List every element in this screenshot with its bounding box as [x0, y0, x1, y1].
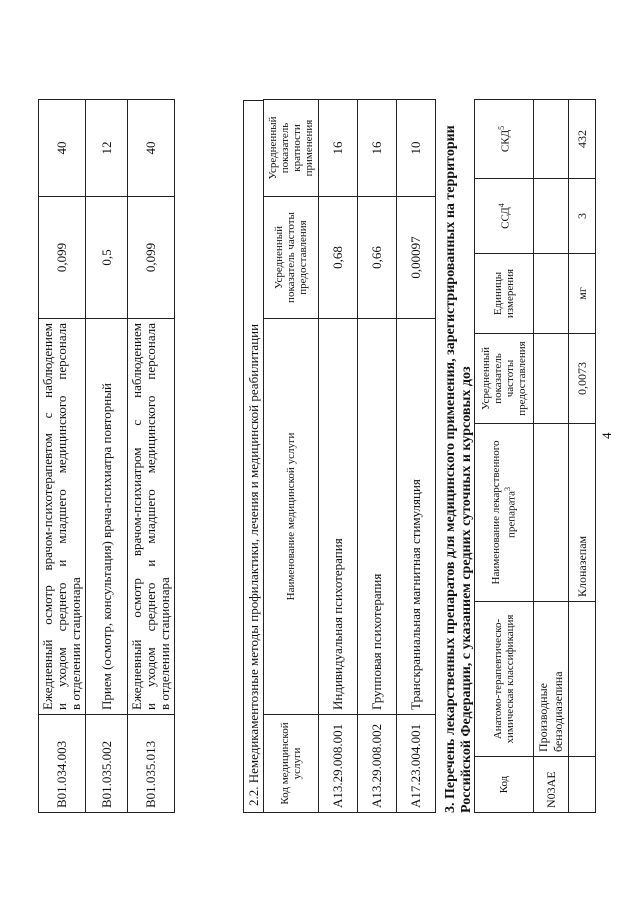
- footnote-ref: 3: [503, 487, 513, 492]
- multiplicity-value: 40: [128, 100, 175, 197]
- frequency-value: 0,099: [128, 197, 175, 319]
- service-code: B01.034.003: [39, 715, 86, 813]
- table-header-row: [475, 100, 534, 813]
- multiplicity-value: 40: [39, 100, 86, 197]
- unit-value: мг: [569, 254, 596, 334]
- footnote-ref: 5: [497, 125, 507, 130]
- header-unit: Единицы измерения: [475, 254, 534, 334]
- header-skd-text: СКД: [499, 129, 512, 153]
- section-3-heading-line: 3. Перечень лекарственных препаратов для медицинского применения, зарегистрированных на территории: [443, 125, 458, 813]
- service-code: A13.29.008.001: [319, 715, 358, 813]
- header-drug-name-text: Наименование лекарственного препарата: [490, 440, 518, 585]
- header-code: Код: [475, 757, 534, 813]
- service-name: [39, 319, 86, 715]
- header-frequency: Усредненный показатель частоты предоставления: [264, 197, 319, 319]
- drug-name: Клоназепам: [569, 424, 596, 602]
- ssd-value: 3: [569, 179, 596, 254]
- frequency-value: 0,5: [86, 197, 128, 319]
- service-name: [128, 319, 175, 715]
- table-row: [319, 100, 358, 813]
- service-name-line: и уходом среднего и младшего медицинского персонала: [143, 323, 158, 710]
- service-code: A17.23.004.001: [397, 715, 436, 813]
- service-code: B01.035.013: [128, 715, 175, 813]
- group-atc: Производные бензодиазепина: [534, 602, 569, 757]
- service-name-line: Ежедневный осмотр врачом-психиатром с наблюдением: [129, 323, 144, 710]
- service-name: Транскраниальная магнитная стимуляция: [397, 319, 436, 715]
- frequency-value: 0,0073: [569, 334, 596, 424]
- service-name-line: в отделении стационара: [157, 577, 172, 710]
- frequency-value: 0,00097: [397, 197, 436, 319]
- header-multiplicity: Усредненный показатель кратности применения: [264, 100, 319, 197]
- skd-value: 432: [569, 100, 596, 179]
- service-name: Групповая психотерапия: [358, 319, 397, 715]
- multiplicity-value: 16: [358, 100, 397, 197]
- table-row: [569, 100, 596, 813]
- table-row: [86, 100, 128, 813]
- header-frequency: Усредненный показатель частоты предоставления: [475, 334, 534, 424]
- service-code: B01.035.002: [86, 715, 128, 813]
- frequency-value: 0,68: [319, 197, 358, 319]
- multiplicity-value: 12: [86, 100, 128, 197]
- table-header-row: [264, 100, 319, 813]
- service-name-line: и уходом среднего и младшего медицинского персонала: [54, 323, 69, 710]
- header-atc: Анатомо-терапевтическо-химическая классификация: [475, 602, 534, 757]
- section-2-2-title: 2.2. Немедикаментозные методы профилактики, лечения и медицинской реабилитации: [243, 100, 263, 813]
- service-name: Индивидуальная психотерапия: [319, 319, 358, 715]
- section-3-heading: [443, 93, 475, 813]
- service-name: Прием (осмотр, консультация) врача-психиатра повторный: [86, 319, 128, 715]
- frequency-value: 0,66: [358, 197, 397, 319]
- multiplicity-value: 16: [319, 100, 358, 197]
- service-code: A13.29.008.002: [358, 715, 397, 813]
- footnote-ref: 4: [497, 203, 507, 208]
- header-name: Наименование медицинской услуги: [264, 319, 319, 715]
- services-table-continued: [38, 99, 175, 813]
- table-row: [128, 100, 175, 813]
- section-3-heading-line: Российской Федерации, с указанием средних суточных и курсовых доз: [459, 366, 474, 813]
- multiplicity-value: 10: [397, 100, 436, 197]
- group-code: N03AE: [534, 757, 569, 813]
- service-name-line: в отделении стационара: [68, 577, 83, 710]
- nonpharma-methods-table: [263, 99, 436, 813]
- table-row: [358, 100, 397, 813]
- header-ssd-text: ССД: [499, 207, 512, 229]
- table-row: [397, 100, 436, 813]
- header-drug-name: [475, 424, 534, 602]
- drugs-table: [474, 99, 596, 813]
- header-skd: [475, 100, 534, 179]
- frequency-value: 0,099: [39, 197, 86, 319]
- service-name-line: Ежедневный осмотр врачом-психотерапевтом с наблюдением: [40, 323, 55, 710]
- group-row: [534, 100, 569, 813]
- page-number: 4: [599, 432, 614, 439]
- table-row: [39, 100, 86, 813]
- header-ssd: [475, 179, 534, 254]
- header-code: Код медицинской услуги: [264, 715, 319, 813]
